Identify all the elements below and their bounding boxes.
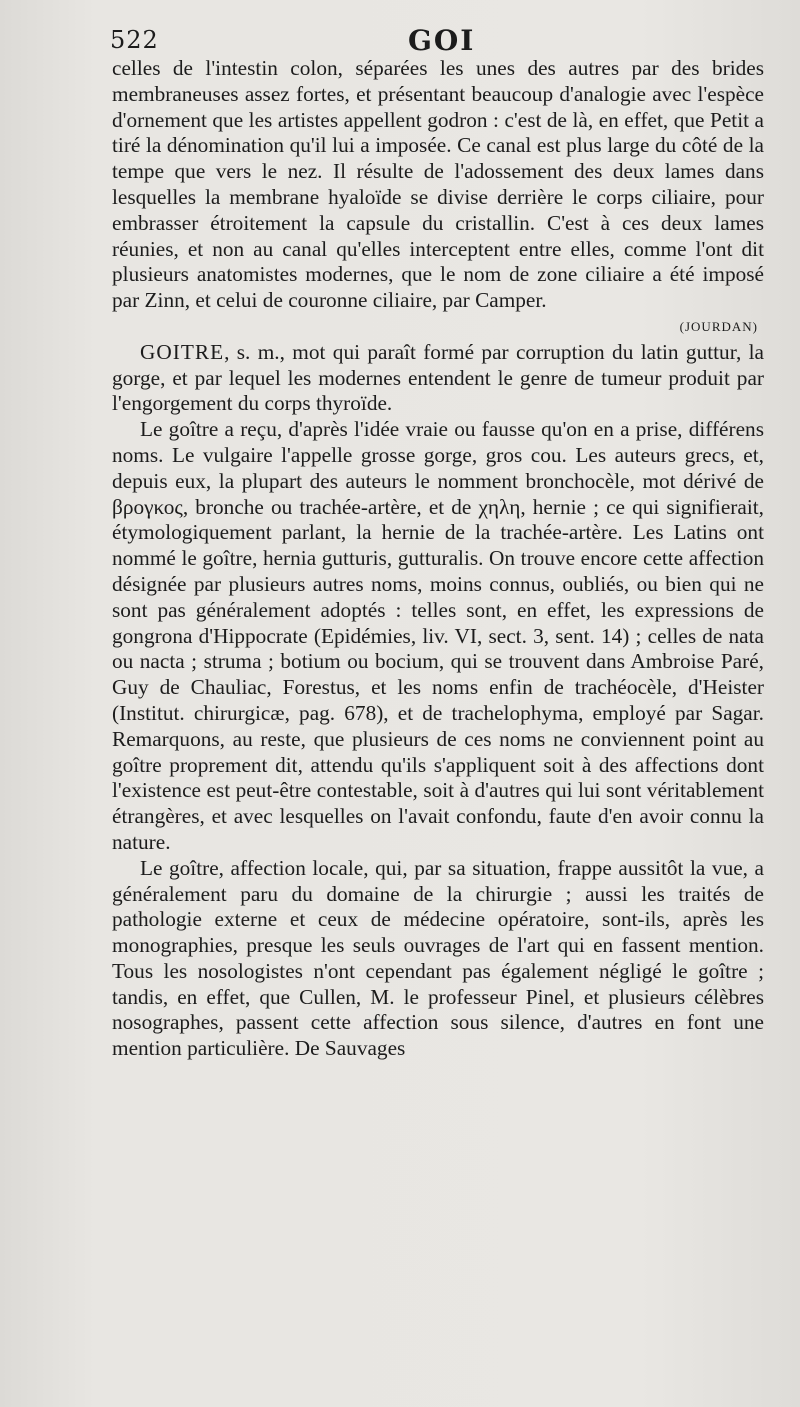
author-signature: (JOURDAN) — [679, 318, 758, 334]
paragraph-surgery: Le goître, affection locale, qui, par sa situation, frappe aussitôt la vue, a généralement paru du domaine de la chirurgie ; aussi les traités de pathologie externe et ceux de médecine opératoire, sont-ils, après les monographies, presque les seuls ouvrages de l'art qui en fassent mention. Tous les nosologistes n'ont cependant pas également négligé le goître ; tandis, en effet, que Cullen, M. le professeur Pinel, et plusieurs célèbres nosographes, passent cette affection sous silence, d'autres en font une mention particulière. De Sauvages — [112, 855, 764, 1061]
text-column — [112, 56, 764, 1062]
page-number: 522 — [110, 26, 159, 54]
entry-headword: GOITRE — [140, 339, 225, 364]
paragraph-entry-goitre — [112, 340, 764, 417]
running-head: GOI — [408, 24, 476, 57]
entry-definition: , s. m., mot qui paraît formé par corruption du latin guttur, la gorge, et par lequel les modernes entendent le genre de tumeur produit par l'engorgement du corps thyroïde. — [112, 339, 764, 416]
paragraph-previous-article-end: celles de l'intestin colon, séparées les unes des autres par des brides membraneuses assez fortes, et présentant beaucoup d'analogie avec l'espèce d'ornement que les artistes appellent godron : c'est de là, en effet, que Petit a tiré la dénomination qu'il lui a imposée. Ce canal est plus large du côté de la tempe que vers le nez. Il résulte de l'adossement des deux lames dans lesquelles la membrane hyaloïde se divise derrière le corps ciliaire, pour embrasser étroitement la capsule du cristallin. C'est à ces deux lames réunies, et non au canal qu'elles interceptent entre elles, comme l'ont dit plusieurs anatomistes modernes, que le nom de zone ciliaire a été imposé par Zinn, et celui de couronne ciliaire, par Camper. — [112, 56, 764, 313]
paragraph-names: Le goître a reçu, d'après l'idée vraie ou fausse qu'on en a prise, différens noms. Le vulgaire l'appelle grosse gorge, gros cou. Les auteurs grecs, et, depuis eux, la plupart des auteurs le nomment bronchocèle, mot dérivé de βρογκος, bronche ou trachée-artère, et de χηλη, hernie ; ce qui signifierait, étymologiquement parlant, la hernie de la trachée-artère. Les Latins ont nommé le goître, hernia gutturis, gutturalis. On trouve encore cette affection désignée par plusieurs autres noms, moins connus, oubliés, ou bien qui ne sont pas généralement adoptés : telles sont, en effet, les expressions de gongrona d'Hippocrate (Epidémies, liv. VI, sect. 3, sent. 14) ; celles de nata ou nacta ; struma ; botium ou bocium, qui se trouvent dans Ambroise Paré, Guy de Chauliac, Forestus, et les noms enfin de trachéocèle, d'Heister (Institut. chirurgicæ, pag. 678), et de trachelophyma, employé par Sagar. Remarquons, au reste, que plusieurs de ces noms ne conviennent point au goître proprement dit, attendu qu'ils s'appliquent soit à des affections dont l'existence est peut-être contestable, soit à d'autres qui lui sont véritablement étrangères, et avec lesquelles on l'avait confondu, faute d'en avoir connu la nature. — [112, 417, 764, 854]
